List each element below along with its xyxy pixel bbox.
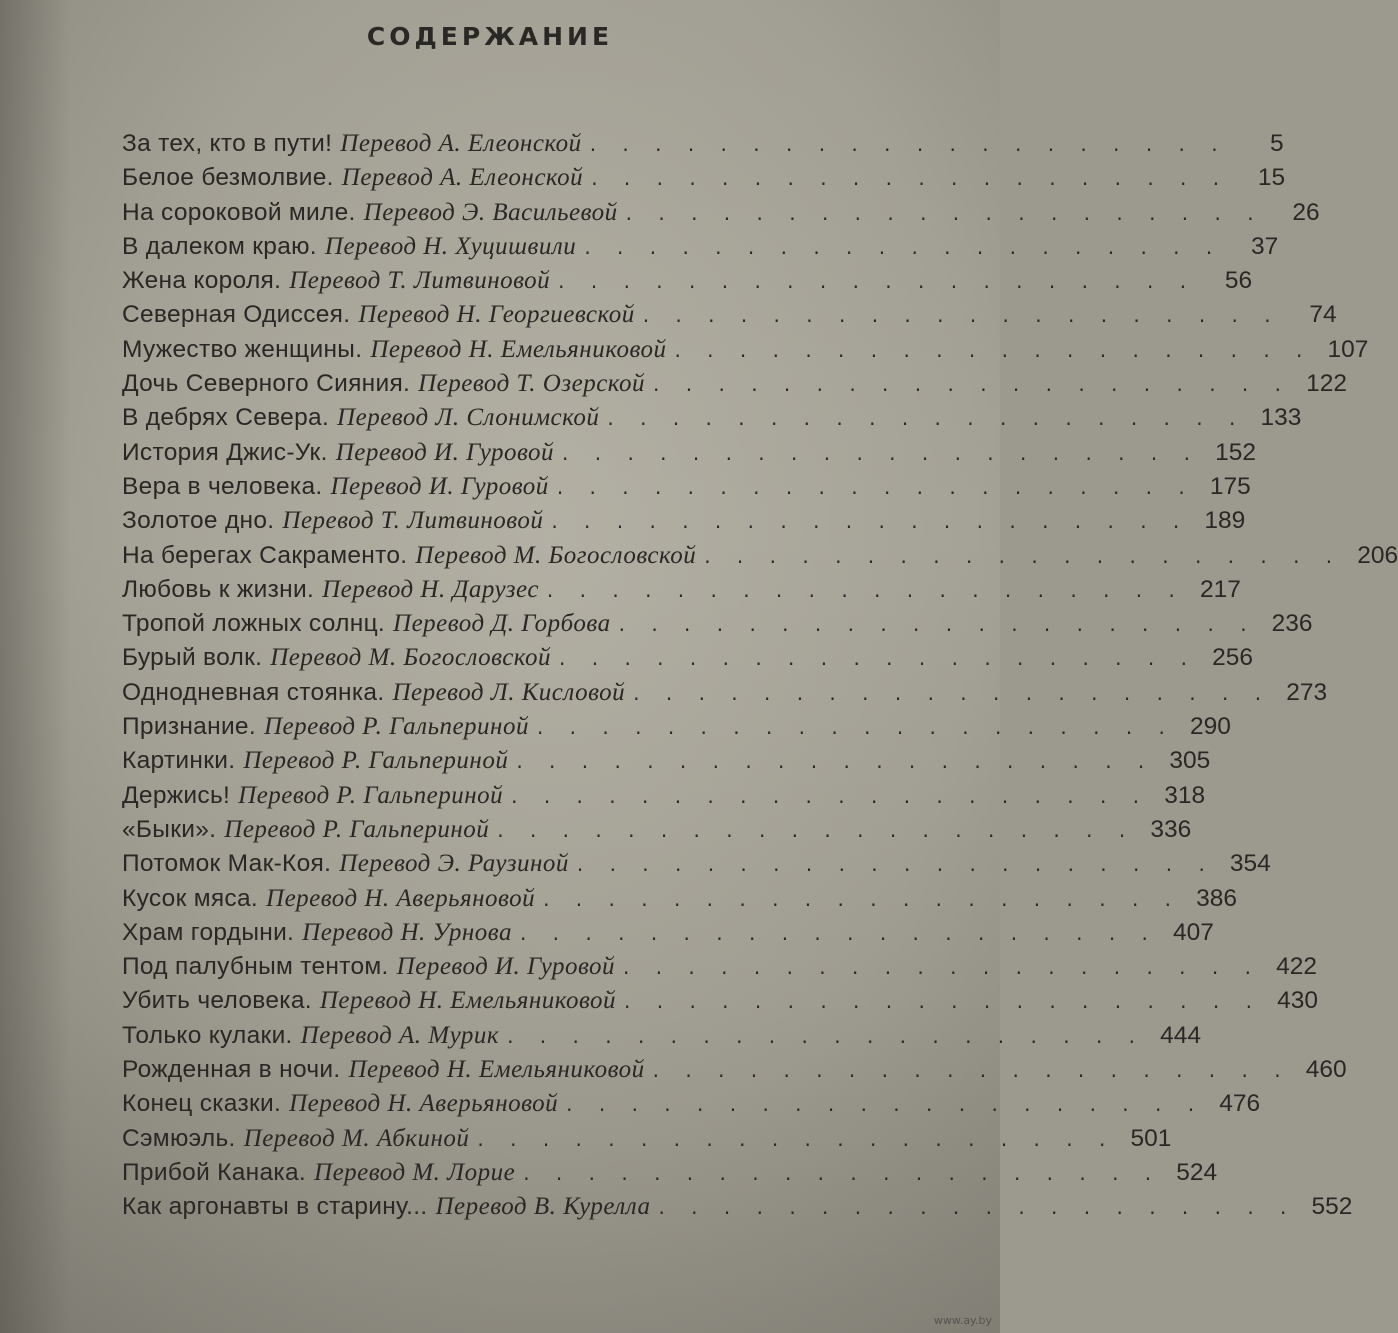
toc-row [122, 297, 1337, 331]
toc-entry [122, 435, 554, 470]
toc-entry [122, 881, 535, 916]
story-title: В дебрях Севера. [122, 404, 330, 432]
toc-row [122, 1052, 1347, 1086]
toc-entry [122, 263, 550, 298]
page-number: 74 [1309, 301, 1337, 329]
dot-leader: . . . . . . . . . . . . . . . . . . . . [497, 817, 1136, 842]
story-title: Золотое дно. [122, 507, 275, 535]
dot-leader: . . . . . . . . . . . . . . . . . . . . [591, 166, 1230, 191]
toc-entry [122, 949, 615, 984]
toc-entry [122, 640, 551, 675]
page-number: 476 [1219, 1090, 1261, 1118]
translator-credit: Перевод М. Абкиной [243, 1124, 470, 1152]
story-title: Признание. [122, 713, 256, 741]
dot-leader: . . . . . . . . . . . . . . . . . . . . [559, 646, 1197, 671]
dot-leader: . . . . . . . . . . . . . . . . . . . . [633, 680, 1272, 705]
story-title: Храм гордыни. [122, 918, 295, 946]
toc-row [122, 1155, 1218, 1189]
dot-leader: . . . . . . . . . . . . . . . . . . . . [584, 234, 1223, 259]
page-number: 26 [1292, 198, 1320, 226]
story-title: Дочь Северного Сияния. [122, 370, 411, 398]
story-title: Северная Одиссея. [122, 301, 351, 329]
translator-credit: Перевод Н. Аверьяновой [266, 884, 536, 912]
dot-leader: . . . . . . . . . . . . . . . . . . . . [704, 543, 1343, 568]
story-title: Потомок Мак-Коя. [122, 850, 332, 878]
dot-leader: . . . . . . . . . . . . . . . . . . . . [623, 955, 1261, 980]
translator-credit: Перевод Л. Слонимской [337, 404, 600, 432]
dot-leader: . . . . . . . . . . . . . . . . . . . . [507, 1023, 1146, 1048]
translator-credit: Перевод Э. Раузиной [339, 850, 569, 878]
page-number: 256 [1212, 644, 1253, 672]
toc-entry [122, 366, 645, 401]
toc-entry [122, 915, 512, 950]
translator-credit: Перевод Р. Гальпериной [263, 713, 529, 741]
translator-credit: Перевод И. Гуровой [396, 953, 615, 981]
toc-entry [122, 195, 618, 230]
dot-leader: . . . . . . . . . . . . . . . . . . . . [624, 989, 1262, 1014]
toc-row [122, 195, 1320, 229]
page-number: 460 [1305, 1056, 1347, 1084]
story-title: В далеком краю. [122, 232, 317, 260]
story-title: Однодневная стоянка. [122, 678, 385, 706]
translator-credit: Перевод Н. Дарузес [322, 575, 539, 603]
story-title: Как аргонавты в старину... [122, 1193, 428, 1221]
toc-entry [122, 1018, 499, 1053]
toc-entry [122, 503, 543, 538]
toc-row [122, 435, 1256, 469]
page-number: 552 [1311, 1193, 1353, 1221]
page-number: 15 [1257, 164, 1286, 192]
toc-entry [122, 846, 569, 881]
page-number: 290 [1190, 713, 1231, 741]
toc-row [122, 1189, 1353, 1223]
dot-leader: . . . . . . . . . . . . . . . . . . . . [516, 749, 1155, 774]
story-title: Бурый волк. [122, 644, 263, 672]
translator-credit: Перевод Т. Литвиновой [282, 507, 544, 535]
translator-credit: Перевод Н. Аверьяновой [289, 1090, 559, 1118]
dot-leader: . . . . . . . . . . . . . . . . . . . . [642, 303, 1281, 328]
toc-row [122, 572, 1241, 606]
translator-credit: Перевод Р. Гальпериной [243, 747, 509, 775]
page-number: 336 [1150, 815, 1192, 843]
translator-credit: Перевод И. Гуровой [330, 472, 549, 500]
page-number: 56 [1224, 267, 1253, 295]
translator-credit: Перевод И. Гуровой [335, 438, 555, 466]
toc-row [122, 366, 1347, 400]
translator-credit: Перевод Т. Озерской [418, 370, 646, 398]
toc-row [122, 538, 1398, 572]
toc-row [122, 915, 1214, 949]
page-number: 133 [1260, 404, 1302, 432]
translator-credit: Перевод Э. Васильевой [363, 198, 618, 226]
translator-credit: Перевод А. Елеонской [340, 130, 582, 157]
toc-row [122, 846, 1271, 880]
toc-row [122, 1121, 1172, 1155]
story-title: Кусок мяса. [122, 884, 259, 912]
translator-credit: Перевод М. Богословской [415, 541, 697, 569]
toc-entry [122, 606, 611, 641]
story-title: Жена короля. [122, 267, 282, 295]
story-title: Прибой Канака. [122, 1158, 307, 1186]
translator-credit: Перевод В. Курелла [435, 1193, 651, 1221]
page-number: 305 [1169, 747, 1211, 775]
page-number: 217 [1199, 575, 1241, 603]
toc-row [122, 640, 1253, 674]
page-number: 354 [1229, 850, 1271, 878]
page-number: 122 [1306, 370, 1347, 398]
dot-leader: . . . . . . . . . . . . . . . . . . . . [674, 337, 1313, 362]
translator-credit: Перевод Р. Гальпериной [238, 781, 504, 809]
page-number: 189 [1204, 507, 1246, 535]
toc-row [122, 743, 1211, 777]
toc-row [122, 229, 1279, 263]
story-title: История Джис-Ук. [122, 438, 328, 466]
page-number: 444 [1160, 1021, 1202, 1049]
story-title: На сороковой миле. [122, 198, 356, 226]
toc-row [122, 1018, 1202, 1052]
page-number: 422 [1276, 953, 1317, 981]
story-title: Любовь к жизни. [122, 575, 315, 603]
dot-leader: . . . . . . . . . . . . . . . . . . . . [546, 577, 1185, 602]
toc-row [122, 606, 1313, 640]
dot-leader: . . . . . . . . . . . . . . . . . . . . [536, 715, 1175, 740]
toc-entry [122, 400, 599, 435]
toc-row [122, 126, 1284, 160]
dot-leader: . . . . . . . . . . . . . . . . . . . . [519, 920, 1158, 945]
translator-credit: Перевод Н. Хуцишвили [324, 232, 577, 260]
table-of-contents [122, 126, 1398, 1224]
dot-leader: . . . . . . . . . . . . . . . . . . . . [618, 612, 1257, 637]
story-title: Рожденная в ночи. [122, 1056, 341, 1084]
dot-leader: . . . . . . . . . . . . . . . . . . . . [566, 1092, 1205, 1117]
page-number: 318 [1164, 781, 1206, 809]
toc-entry [122, 1189, 650, 1224]
toc-entry [122, 1086, 558, 1121]
story-title: Тропой ложных солнц. [122, 610, 386, 638]
story-title: Только кулаки. [122, 1021, 293, 1049]
dot-leader: . . . . . . . . . . . . . . . . . . . . [589, 132, 1228, 156]
story-title: Убить человека. [122, 987, 312, 1015]
page-number: 501 [1130, 1124, 1172, 1152]
story-title: Держись! [122, 781, 231, 809]
toc-row [122, 503, 1246, 537]
toc-row [122, 1086, 1261, 1120]
story-title: Картинки. [122, 747, 236, 775]
toc-entry [122, 743, 508, 778]
translator-credit: Перевод Л. Кисловой [392, 678, 626, 706]
toc-entry [122, 1121, 469, 1156]
toc-row [122, 812, 1192, 846]
translator-credit: Перевод Н. Емельяниковой [319, 987, 617, 1015]
translator-credit: Перевод А. Елеонской [341, 164, 584, 192]
page-number: 386 [1196, 884, 1238, 912]
toc-entry [122, 778, 503, 813]
dot-leader: . . . . . . . . . . . . . . . . . . . . [658, 1195, 1297, 1220]
page-number: 37 [1251, 232, 1279, 260]
toc-row [122, 675, 1328, 709]
dot-leader: . . . . . . . . . . . . . . . . . . . . [551, 509, 1190, 534]
toc-row [122, 332, 1369, 366]
page-number: 273 [1286, 678, 1328, 706]
toc-entry [122, 1155, 515, 1190]
dot-leader: . . . . . . . . . . . . . . . . . . . . [543, 886, 1182, 911]
translator-credit: Перевод М. Лорие [314, 1158, 516, 1186]
dot-leader: . . . . . . . . . . . . . . . . . . . . [607, 406, 1246, 431]
translator-credit: Перевод Н. Емельяниковой [370, 335, 667, 363]
story-title: Белое безмолвие. [122, 164, 334, 192]
translator-credit: Перевод М. Богословской [270, 644, 552, 672]
toc-row [122, 469, 1251, 503]
story-title: «Быки». [122, 815, 217, 843]
translator-credit: Перевод Д. Горбова [393, 610, 611, 638]
page-number: 5 [1270, 130, 1284, 157]
dot-leader: . . . . . . . . . . . . . . . . . . . . [653, 372, 1291, 397]
toc-entry [122, 1052, 645, 1087]
toc-row [122, 400, 1302, 434]
dot-leader: . . . . . . . . . . . . . . . . . . . . [523, 1160, 1162, 1185]
toc-row [122, 881, 1238, 915]
toc-entry [122, 229, 576, 264]
page-number: 407 [1173, 918, 1214, 946]
translator-credit: Перевод Р. Гальпериной [224, 815, 490, 843]
toc-entry [122, 675, 625, 710]
translator-credit: Перевод Н. Емельяниковой [348, 1056, 645, 1084]
watermark: www.ay.by [933, 1314, 992, 1327]
story-title: Вера в человека. [122, 472, 323, 500]
story-title: Сэмюэль. [122, 1124, 236, 1152]
toc-row [122, 709, 1231, 743]
translator-credit: Перевод Т. Литвиновой [289, 267, 551, 295]
dot-leader: . . . . . . . . . . . . . . . . . . . . [556, 474, 1195, 499]
toc-entry [122, 812, 489, 847]
toc-entry [122, 469, 549, 504]
story-title: Под палубным тентом. [122, 953, 389, 981]
story-title: Конец сказки. [122, 1090, 282, 1118]
page-number: 206 [1357, 541, 1398, 569]
toc-entry [122, 538, 696, 573]
page-number: 524 [1176, 1158, 1218, 1186]
page-number: 175 [1209, 472, 1251, 500]
translator-credit: Перевод Н. Георгиевской [358, 301, 635, 329]
toc-entry [122, 160, 583, 195]
page-shadow [0, 0, 70, 1333]
toc-row [122, 263, 1253, 297]
toc-entry [122, 572, 539, 607]
dot-leader: . . . . . . . . . . . . . . . . . . . . [477, 1126, 1116, 1151]
toc-entry [122, 332, 666, 367]
dot-leader: . . . . . . . . . . . . . . . . . . . . [511, 783, 1150, 808]
dot-leader: . . . . . . . . . . . . . . . . . . . . [652, 1058, 1291, 1083]
toc-entry [122, 709, 529, 744]
toc-row [122, 160, 1286, 194]
dot-leader: . . . . . . . . . . . . . . . . . . . . [625, 200, 1264, 225]
story-title: Мужество женщины. [122, 335, 363, 363]
toc-row [122, 949, 1317, 983]
toc-entry [122, 983, 616, 1018]
toc-entry [122, 126, 582, 161]
dot-leader: . . . . . . . . . . . . . . . . . . . . [576, 852, 1215, 877]
page-number: 236 [1271, 610, 1313, 638]
dot-leader: . . . . . . . . . . . . . . . . . . . . [558, 269, 1197, 294]
page-title: СОДЕРЖАНИЕ [366, 22, 614, 51]
story-title: На берегах Сакраменто. [122, 541, 408, 569]
story-title: За тех, кто в пути! [122, 130, 333, 157]
toc-row [122, 983, 1318, 1017]
translator-credit: Перевод Н. Урнова [302, 918, 512, 946]
page-number: 107 [1327, 335, 1369, 363]
translator-credit: Перевод А. Мурик [300, 1021, 500, 1049]
toc-entry [122, 297, 635, 332]
page-number: 152 [1215, 438, 1256, 466]
page-number: 430 [1277, 987, 1318, 1015]
toc-row [122, 778, 1206, 812]
dot-leader: . . . . . . . . . . . . . . . . . . . . [562, 440, 1200, 465]
